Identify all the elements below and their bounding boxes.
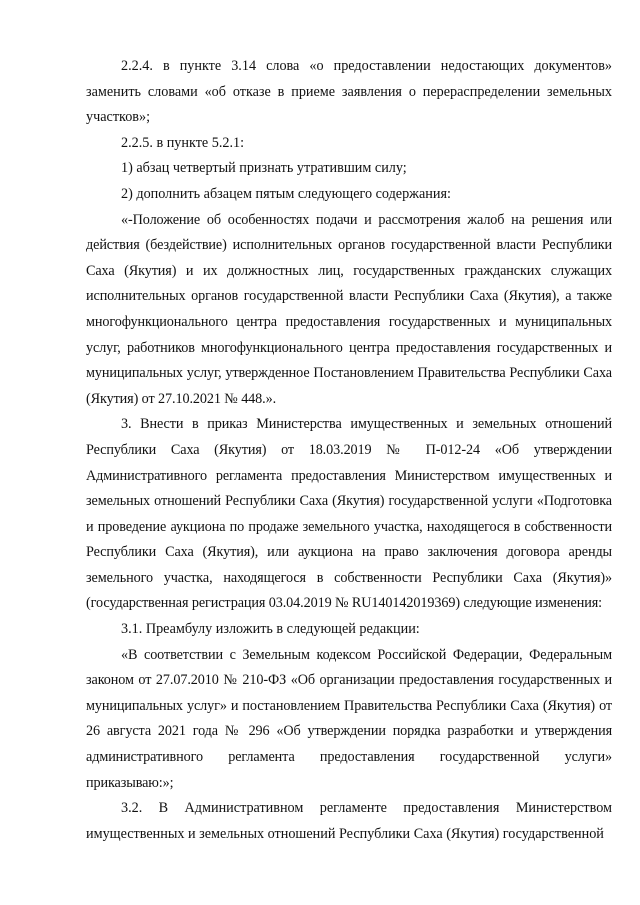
paragraph-2-2-5: 2.2.5. в пункте 5.2.1: [121,134,245,151]
paragraph-complaint-provision: «-Положение об особенностях подачи и рассмотрения жалоб на решения или действия (бездействие) исполнительных органов государственной власти Республики Саха (Якутия) и их должностных лиц, государственных гражданских служащих исполнительных органов государственной власти Республики Саха (Якутия), а также многофункционального центра предоставления государственных и муниципальных услуг, работников многофункционального центра предоставления государственных и муниципальных услуг, утвержденное Постановлением Правительства Республики Саха (Якутия) от 27.10.2021 № 448.». [86,211,612,407]
paragraph-item-1: 1) абзац четвертый признать утратившим силу; [121,160,407,177]
paragraph-item-2: 2) дополнить абзацем пятым следующего содержания: [121,185,451,202]
paragraph-3-2: 3.2. В Административном регламенте предоставления Министерством имущественных и земельных отношений Республики Саха (Якутия) государственной [86,800,612,842]
paragraph-preamble: «В соответствии с Земельным кодексом Российской Федерации, Федеральным законом от 27.07.2010 № 210-ФЗ «Об организации предоставления государственных и муниципальных услуг» и постановлением Правительства Республики Саха (Якутия) от 26 августа 2021 года № 296 «Об утверждении порядка разработки и утверждения административного регламента предоставления государственной услуги» приказываю:»; [86,646,612,791]
document-body [86,54,612,847]
paragraph-section-3: 3. Внести в приказ Министерства имущественных и земельных отношений Республики Саха (Якутия) от 18.03.2019 № П-012-24 «Об утверждении Административного регламента предоставления Министерством имущественных и земельных отношений Республики Саха (Якутия) государственной услуги «Подготовка и проведение аукциона по продаже земельного участка, находящегося в собственности Республики Саха (Якутия), или аукциона на право заключения договора аренды земельного участка, находящегося в собственности Республики Саха (Якутия)» (государственная регистрация 03.04.2019 № RU140142019369) следующие изменения: [86,416,612,612]
paragraph-2-2-4: 2.2.4. в пункте 3.14 слова «о предоставлении недостающих документов» заменить словами «об отказе в приеме заявления о перераспределении земельных участков»; [86,58,612,126]
paragraph-3-1: 3.1. Преамбулу изложить в следующей редакции: [121,621,420,638]
